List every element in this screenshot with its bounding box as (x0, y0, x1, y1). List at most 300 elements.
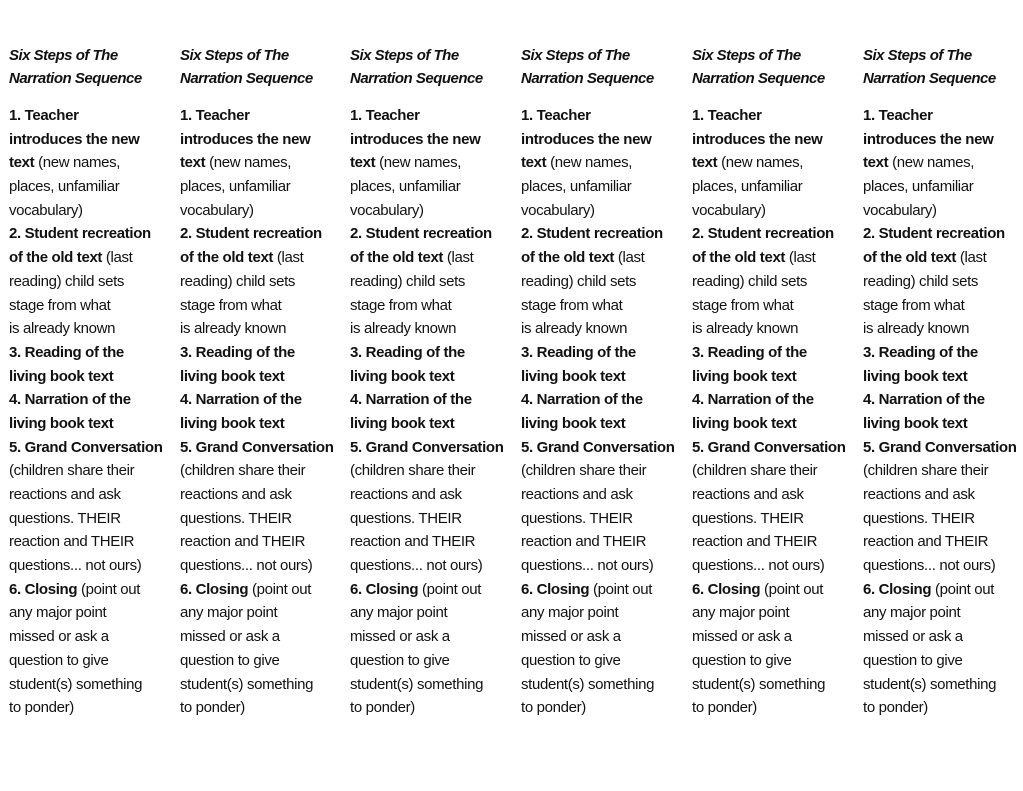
step-text-line (9, 341, 171, 365)
step-plain-text: reactions and ask (350, 486, 462, 503)
step-text-line (521, 483, 683, 507)
step-text-line (692, 175, 854, 199)
step-text-line (350, 270, 512, 294)
step-bold-text: 2. Student recreation (9, 225, 151, 243)
step-bold-text: of the old text (521, 249, 615, 267)
step-text-line (521, 649, 683, 673)
step-text-line (350, 578, 512, 602)
step-plain-text: (point out (77, 580, 141, 598)
step-bold-text: living book text (350, 414, 455, 432)
step-bold-text: 3. Reading of the (9, 343, 124, 361)
step-plain-text: (new names, (205, 154, 292, 172)
step-text-line (9, 696, 171, 720)
step-plain-text: is already known (350, 320, 457, 338)
bookmark-column (521, 44, 683, 720)
step-bold-text: 5. Grand Conversation (9, 438, 163, 456)
step-bold-text: living book text (863, 367, 968, 385)
step-bold-text: 4. Narration of the (350, 391, 472, 409)
step-bold-text: 1. Teacher (180, 107, 250, 124)
step-text-line (863, 388, 1023, 412)
step-text-line (350, 696, 512, 720)
bookmark-title-line: Narration Sequence (9, 70, 142, 87)
step-text-line (9, 294, 171, 318)
step-text-line (521, 294, 683, 318)
step-bold-text: introduces the new (521, 130, 652, 148)
step-plain-text: to ponder) (9, 699, 74, 717)
step-plain-text: reactions and ask (521, 486, 633, 503)
step-plain-text: (children share their (180, 462, 306, 480)
step-plain-text: is already known (863, 320, 970, 338)
step-text-line (521, 530, 683, 554)
step-text-line (521, 436, 683, 460)
step-plain-text: (last (785, 249, 816, 267)
step-text-line (9, 554, 171, 578)
step-text-line (692, 270, 854, 294)
step-plain-text: places, unfamiliar (9, 178, 120, 196)
step-plain-text: to ponder) (521, 699, 586, 717)
step-text-line (350, 294, 512, 318)
step-plain-text: (last (273, 249, 304, 267)
step-text-line (350, 104, 512, 128)
step-bold-text: 3. Reading of the (521, 343, 636, 361)
step-bold-text: of the old text (692, 249, 786, 267)
step-text-line (521, 199, 683, 223)
step-plain-text: stage from what (350, 296, 452, 314)
step-text-line (521, 696, 683, 720)
step-text-line (180, 412, 342, 436)
bookmark-title (521, 44, 683, 90)
bookmark-title-line: Narration Sequence (521, 70, 654, 87)
step-text-line (9, 459, 171, 483)
step-text-line (180, 104, 342, 128)
step-text-line (180, 199, 342, 223)
step-plain-text: any major point (350, 604, 448, 622)
step-text-line (692, 317, 854, 341)
step-text-line (9, 412, 171, 436)
step-bold-text: 2. Student recreation (180, 225, 322, 243)
step-text-line (180, 530, 342, 554)
step-text-line (9, 649, 171, 673)
step-text-line (863, 625, 1023, 649)
step-bold-text: 5. Grand Conversation (863, 438, 1017, 456)
step-plain-text: any major point (9, 604, 107, 622)
step-bold-text: 3. Reading of the (180, 343, 295, 361)
step-text-line (692, 483, 854, 507)
step-text-line (863, 128, 1023, 152)
step-plain-text: reactions and ask (863, 486, 975, 503)
step-text-line (521, 104, 683, 128)
step-bold-text: 2. Student recreation (863, 225, 1005, 243)
step-text-line (863, 294, 1023, 318)
step-bold-text: 3. Reading of the (350, 343, 465, 361)
step-text-line (521, 554, 683, 578)
step-text-line (863, 649, 1023, 673)
step-bold-text: 5. Grand Conversation (350, 438, 504, 456)
step-plain-text: (children share their (9, 462, 135, 480)
step-bold-text: 6. Closing (180, 580, 249, 598)
step-text-line (9, 388, 171, 412)
step-bold-text: 4. Narration of the (692, 391, 814, 409)
step-plain-text: student(s) something (350, 675, 484, 693)
step-plain-text: questions. THEIR (350, 509, 462, 527)
bookmark-column (863, 44, 1023, 720)
step-plain-text: reading) child sets (863, 272, 979, 290)
step-bold-text: living book text (180, 367, 285, 385)
step-plain-text: stage from what (863, 296, 965, 314)
step-plain-text: reactions and ask (692, 486, 804, 503)
step-text-line (521, 151, 683, 175)
step-text-line (180, 246, 342, 270)
step-plain-text: (children share their (521, 462, 647, 480)
step-text-line (521, 673, 683, 697)
step-plain-text: stage from what (9, 296, 111, 314)
step-bold-text: 3. Reading of the (692, 343, 807, 361)
bookmark-column (9, 44, 171, 720)
step-text-line (180, 341, 342, 365)
step-text-line (350, 483, 512, 507)
bookmark-title-line: Six Steps of The (692, 47, 801, 64)
bookmark-title-line: Narration Sequence (180, 70, 313, 87)
step-bold-text: of the old text (180, 249, 274, 267)
step-text-line (692, 696, 854, 720)
step-plain-text: reaction and THEIR (863, 533, 989, 551)
step-plain-text: missed or ask a (180, 628, 280, 646)
bookmark-title-line: Narration Sequence (863, 70, 996, 87)
step-bold-text: text (521, 154, 547, 172)
step-text-line (692, 246, 854, 270)
step-text-line (9, 104, 171, 128)
step-bold-text: living book text (521, 367, 626, 385)
step-text-line (180, 601, 342, 625)
step-plain-text: reading) child sets (9, 272, 125, 290)
step-plain-text: reading) child sets (692, 272, 808, 290)
step-plain-text: question to give (521, 651, 621, 669)
step-plain-text: questions. THEIR (863, 509, 975, 527)
step-plain-text: questions... not ours) (863, 557, 996, 575)
step-text-line (521, 246, 683, 270)
step-text-line (692, 554, 854, 578)
step-plain-text: reading) child sets (521, 272, 637, 290)
step-bold-text: living book text (863, 414, 968, 432)
step-text-line (9, 625, 171, 649)
step-text-line (180, 696, 342, 720)
step-plain-text: (new names, (717, 154, 804, 172)
step-plain-text: reaction and THEIR (9, 533, 135, 551)
step-bold-text: living book text (692, 414, 797, 432)
step-text-line (180, 317, 342, 341)
step-plain-text: (children share their (692, 462, 818, 480)
step-plain-text: stage from what (692, 296, 794, 314)
step-plain-text: any major point (692, 604, 790, 622)
step-bold-text: text (863, 154, 889, 172)
bookmark-title (180, 44, 342, 90)
step-text-line (521, 175, 683, 199)
step-plain-text: places, unfamiliar (863, 178, 974, 196)
step-text-line (521, 507, 683, 531)
step-plain-text: reaction and THEIR (180, 533, 306, 551)
step-bold-text: introduces the new (692, 130, 823, 148)
step-text-line (863, 175, 1023, 199)
step-bold-text: 1. Teacher (350, 107, 420, 124)
bookmark-title-line: Six Steps of The (180, 47, 289, 64)
step-bold-text: text (350, 154, 376, 172)
step-text-line (692, 601, 854, 625)
step-bold-text: 5. Grand Conversation (180, 438, 334, 456)
step-text-line (350, 554, 512, 578)
step-bold-text: introduces the new (180, 130, 311, 148)
step-plain-text: (point out (248, 580, 312, 598)
step-text-line (180, 175, 342, 199)
step-text-line (9, 578, 171, 602)
step-text-line (180, 388, 342, 412)
step-text-line (692, 530, 854, 554)
step-text-line (350, 365, 512, 389)
step-plain-text: questions... not ours) (350, 557, 483, 575)
step-text-line (692, 151, 854, 175)
step-plain-text: is already known (692, 320, 799, 338)
step-text-line (350, 128, 512, 152)
step-bold-text: 2. Student recreation (692, 225, 834, 243)
step-text-line (180, 554, 342, 578)
step-plain-text: to ponder) (180, 699, 245, 717)
step-bold-text: 6. Closing (9, 580, 78, 598)
step-text-line (521, 459, 683, 483)
step-plain-text: student(s) something (863, 675, 997, 693)
step-text-line (350, 649, 512, 673)
step-text-line (9, 530, 171, 554)
step-text-line (521, 317, 683, 341)
bookmark-column (692, 44, 854, 720)
step-plain-text: reaction and THEIR (521, 533, 647, 551)
step-plain-text: vocabulary) (9, 201, 83, 219)
step-text-line (180, 625, 342, 649)
step-plain-text: question to give (350, 651, 450, 669)
step-plain-text: student(s) something (9, 675, 143, 693)
step-plain-text: questions. THEIR (180, 509, 292, 527)
step-text-line (350, 151, 512, 175)
step-bold-text: 2. Student recreation (350, 225, 492, 243)
step-plain-text: missed or ask a (521, 628, 621, 646)
step-text-line (9, 673, 171, 697)
step-text-line (863, 199, 1023, 223)
step-plain-text: stage from what (180, 296, 282, 314)
step-bold-text: 6. Closing (863, 580, 932, 598)
step-text-line (180, 365, 342, 389)
step-bold-text: living book text (180, 414, 285, 432)
step-plain-text: is already known (521, 320, 628, 338)
step-bold-text: 4. Narration of the (180, 391, 302, 409)
step-bold-text: living book text (350, 367, 455, 385)
step-text-line (180, 270, 342, 294)
step-bold-text: 5. Grand Conversation (692, 438, 846, 456)
step-plain-text: (new names, (888, 154, 975, 172)
step-bold-text: 6. Closing (521, 580, 590, 598)
step-text-line (350, 673, 512, 697)
step-text-line (692, 341, 854, 365)
step-plain-text: questions. THEIR (521, 509, 633, 527)
step-text-line (180, 459, 342, 483)
step-text-line (863, 578, 1023, 602)
step-text-line (521, 625, 683, 649)
step-plain-text: vocabulary) (180, 201, 254, 219)
step-plain-text: questions. THEIR (9, 509, 121, 527)
step-text-line (180, 578, 342, 602)
step-text-line (692, 436, 854, 460)
step-text-line (180, 294, 342, 318)
step-plain-text: (point out (931, 580, 995, 598)
step-bold-text: 4. Narration of the (521, 391, 643, 409)
step-bold-text: 6. Closing (692, 580, 761, 598)
step-plain-text: (point out (418, 580, 482, 598)
step-text-line (863, 436, 1023, 460)
bookmark-title-line: Six Steps of The (521, 47, 630, 64)
step-text-line (692, 625, 854, 649)
step-text-line (521, 222, 683, 246)
step-text-line (863, 673, 1023, 697)
step-bold-text: 2. Student recreation (521, 225, 663, 243)
step-text-line (180, 436, 342, 460)
step-text-line (350, 246, 512, 270)
bookmark-title-line: Six Steps of The (9, 47, 118, 64)
step-text-line (350, 507, 512, 531)
bookmark-title-line: Narration Sequence (350, 70, 483, 87)
step-text-line (692, 388, 854, 412)
step-bold-text: 3. Reading of the (863, 343, 978, 361)
step-text-line (9, 601, 171, 625)
step-plain-text: reactions and ask (9, 486, 121, 503)
step-text-line (863, 365, 1023, 389)
step-plain-text: (last (443, 249, 474, 267)
step-text-line (863, 270, 1023, 294)
step-plain-text: questions. THEIR (692, 509, 804, 527)
step-text-line (180, 649, 342, 673)
step-plain-text: (children share their (863, 462, 989, 480)
bookmark-column (350, 44, 512, 720)
step-text-line (180, 673, 342, 697)
step-plain-text: vocabulary) (692, 201, 766, 219)
step-text-line (350, 388, 512, 412)
step-plain-text: reading) child sets (180, 272, 296, 290)
step-plain-text: to ponder) (350, 699, 415, 717)
step-plain-text: reading) child sets (350, 272, 466, 290)
step-text-line (521, 412, 683, 436)
step-plain-text: missed or ask a (350, 628, 450, 646)
step-bold-text: of the old text (863, 249, 957, 267)
step-plain-text: (last (956, 249, 987, 267)
step-text-line (9, 246, 171, 270)
bookmark-title (863, 44, 1023, 90)
step-bold-text: living book text (9, 414, 114, 432)
step-plain-text: questions... not ours) (521, 557, 654, 575)
step-text-line (863, 104, 1023, 128)
step-text-line (9, 270, 171, 294)
step-plain-text: any major point (521, 604, 619, 622)
step-text-line (692, 365, 854, 389)
step-plain-text: question to give (9, 651, 109, 669)
step-text-line (9, 151, 171, 175)
step-plain-text: question to give (180, 651, 280, 669)
step-text-line (863, 530, 1023, 554)
step-plain-text: reactions and ask (180, 486, 292, 503)
bookmark-column (180, 44, 342, 720)
step-plain-text: to ponder) (863, 699, 928, 717)
bookmark-title-line: Six Steps of The (863, 47, 972, 64)
step-text-line (350, 459, 512, 483)
step-text-line (350, 199, 512, 223)
step-text-line (350, 412, 512, 436)
bookmark-title (692, 44, 854, 90)
step-plain-text: missed or ask a (9, 628, 109, 646)
step-bold-text: 1. Teacher (9, 107, 79, 124)
step-text-line (863, 601, 1023, 625)
step-bold-text: 6. Closing (350, 580, 419, 598)
step-text-line (863, 222, 1023, 246)
step-plain-text: places, unfamiliar (180, 178, 291, 196)
step-plain-text: missed or ask a (692, 628, 792, 646)
step-bold-text: text (692, 154, 718, 172)
step-text-line (692, 104, 854, 128)
step-bold-text: introduces the new (9, 130, 140, 148)
step-bold-text: 4. Narration of the (9, 391, 131, 409)
step-text-line (692, 128, 854, 152)
step-text-line (692, 507, 854, 531)
step-plain-text: reaction and THEIR (350, 533, 476, 551)
step-text-line (180, 151, 342, 175)
step-plain-text: missed or ask a (863, 628, 963, 646)
step-text-line (9, 507, 171, 531)
step-plain-text: reaction and THEIR (692, 533, 818, 551)
step-plain-text: is already known (9, 320, 116, 338)
step-plain-text: questions... not ours) (692, 557, 825, 575)
step-text-line (9, 317, 171, 341)
step-text-line (863, 246, 1023, 270)
step-text-line (863, 151, 1023, 175)
step-text-line (863, 341, 1023, 365)
step-text-line (521, 128, 683, 152)
step-plain-text: any major point (180, 604, 278, 622)
step-plain-text: vocabulary) (863, 201, 937, 219)
step-bold-text: living book text (9, 367, 114, 385)
step-plain-text: (new names, (375, 154, 462, 172)
step-text-line (350, 436, 512, 460)
step-plain-text: (point out (760, 580, 824, 598)
bookmark-title (350, 44, 512, 90)
step-plain-text: places, unfamiliar (350, 178, 461, 196)
step-bold-text: 1. Teacher (521, 107, 591, 124)
step-plain-text: question to give (692, 651, 792, 669)
bookmark-title (9, 44, 171, 90)
step-text-line (521, 601, 683, 625)
step-bold-text: of the old text (350, 249, 444, 267)
step-bold-text: 5. Grand Conversation (521, 438, 675, 456)
step-bold-text: 1. Teacher (863, 107, 933, 124)
step-text-line (863, 554, 1023, 578)
step-bold-text: introduces the new (350, 130, 481, 148)
step-plain-text: stage from what (521, 296, 623, 314)
step-bold-text: living book text (692, 367, 797, 385)
step-text-line (350, 317, 512, 341)
step-text-line (180, 483, 342, 507)
step-text-line (692, 578, 854, 602)
step-text-line (692, 199, 854, 223)
step-text-line (9, 365, 171, 389)
step-text-line (180, 507, 342, 531)
step-text-line (692, 222, 854, 246)
step-text-line (692, 294, 854, 318)
step-plain-text: places, unfamiliar (692, 178, 803, 196)
step-text-line (692, 412, 854, 436)
step-text-line (692, 649, 854, 673)
